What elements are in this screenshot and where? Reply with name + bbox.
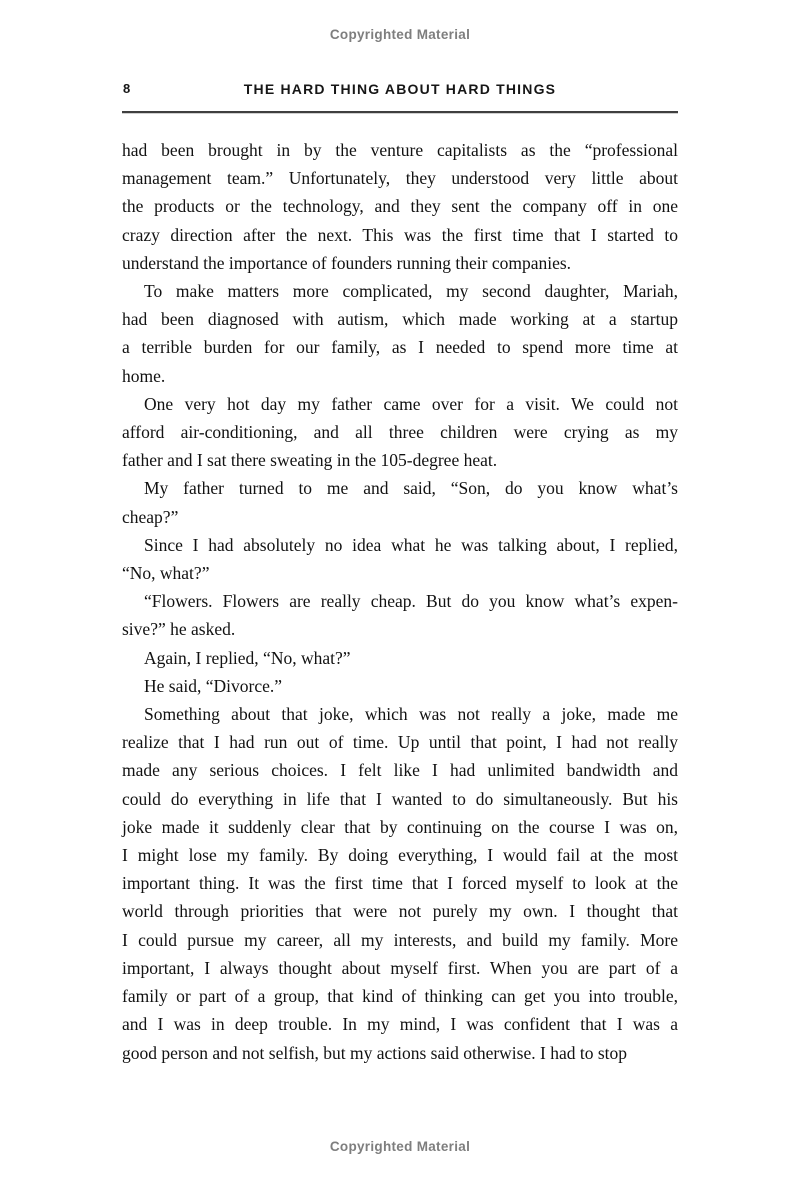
text-line: joke made it suddenly clear that by continuing on the course I was on, xyxy=(122,816,678,837)
paragraph xyxy=(122,531,678,587)
paragraph xyxy=(122,672,678,700)
text-line: Something about that joke, which was not really a joke, made me xyxy=(144,704,678,725)
text-line: My father turned to me and said, “Son, do you know what’s xyxy=(144,478,678,499)
text-line: understand the importance of founders running their companies. xyxy=(122,252,572,273)
running-title: THE HARD THING ABOUT HARD THINGS xyxy=(243,81,557,97)
text-line: important, I always thought about myself first. When you are part of a xyxy=(122,957,678,978)
text-line: I might lose my family. By doing everything, I would fail at the most xyxy=(122,845,678,866)
text-line: important thing. It was the first time that I forced myself to look at the xyxy=(122,873,678,894)
copyright-watermark-bottom: Copyrighted Material xyxy=(329,1139,471,1154)
text-line: a terrible burden for our family, as I needed to spend more time at xyxy=(122,337,678,358)
text-line: cheap?” xyxy=(122,506,179,527)
text-line: the products or the technology, and they sent the company off in one xyxy=(122,196,678,217)
text-line: could do everything in life that I wanted to do simultaneously. But his xyxy=(122,788,678,809)
header-rule xyxy=(122,111,678,114)
text-line: “No, what?” xyxy=(122,563,210,584)
text-line: good person and not selfish, but my actions said otherwise. I had to stop xyxy=(122,1042,627,1063)
text-line: had been brought in by the venture capitalists as the “professional xyxy=(122,140,678,160)
text-line: Since I had absolutely no idea what he was talking about, I replied, xyxy=(144,534,678,555)
text-line: To make matters more complicated, my second daughter, Mariah, xyxy=(144,281,678,302)
text-line: home. xyxy=(122,365,166,386)
text-line: had been diagnosed with autism, which made working at a startup xyxy=(122,309,678,330)
text-line: and I was in deep trouble. In my mind, I was confident that I was a xyxy=(122,1014,678,1035)
text-line: realize that I had run out of time. Up until that point, I had not really xyxy=(122,732,678,753)
text-line: family or part of a group, that kind of thinking can get you into trouble, xyxy=(122,986,678,1007)
text-line: I could pursue my career, all my interests, and build my family. More xyxy=(122,929,678,950)
text-line: crazy direction after the next. This was the first time that I started to xyxy=(122,224,678,245)
paragraph xyxy=(122,390,678,475)
paragraph xyxy=(122,700,678,1067)
paragraph xyxy=(122,136,678,277)
paragraph xyxy=(122,587,678,643)
text-line: sive?” he asked. xyxy=(122,619,236,640)
copyright-watermark-top: Copyrighted Material xyxy=(329,27,471,42)
text-line: Again, I replied, “No, what?” xyxy=(144,647,351,668)
text-line: father and I sat there sweating in the 105-degree heat. xyxy=(122,450,498,471)
text-line: One very hot day my father came over for a visit. We could not xyxy=(144,393,678,414)
text-line: management team.” Unfortunately, they understood very little about xyxy=(122,168,678,189)
paragraph xyxy=(122,474,678,530)
running-head xyxy=(122,81,678,99)
paragraph xyxy=(122,277,678,390)
text-line: “Flowers. Flowers are really cheap. But do you know what’s expen- xyxy=(144,591,678,612)
text-line: He said, “Divorce.” xyxy=(144,675,282,696)
text-line: world through priorities that were not purely my own. I thought that xyxy=(122,901,678,922)
text-line: afford air-conditioning, and all three children were crying as my xyxy=(122,422,678,443)
paragraph xyxy=(122,644,678,672)
page-body xyxy=(122,136,678,1067)
page-number: 8 xyxy=(123,81,131,96)
text-line: made any serious choices. I felt like I had unlimited bandwidth and xyxy=(122,760,678,781)
